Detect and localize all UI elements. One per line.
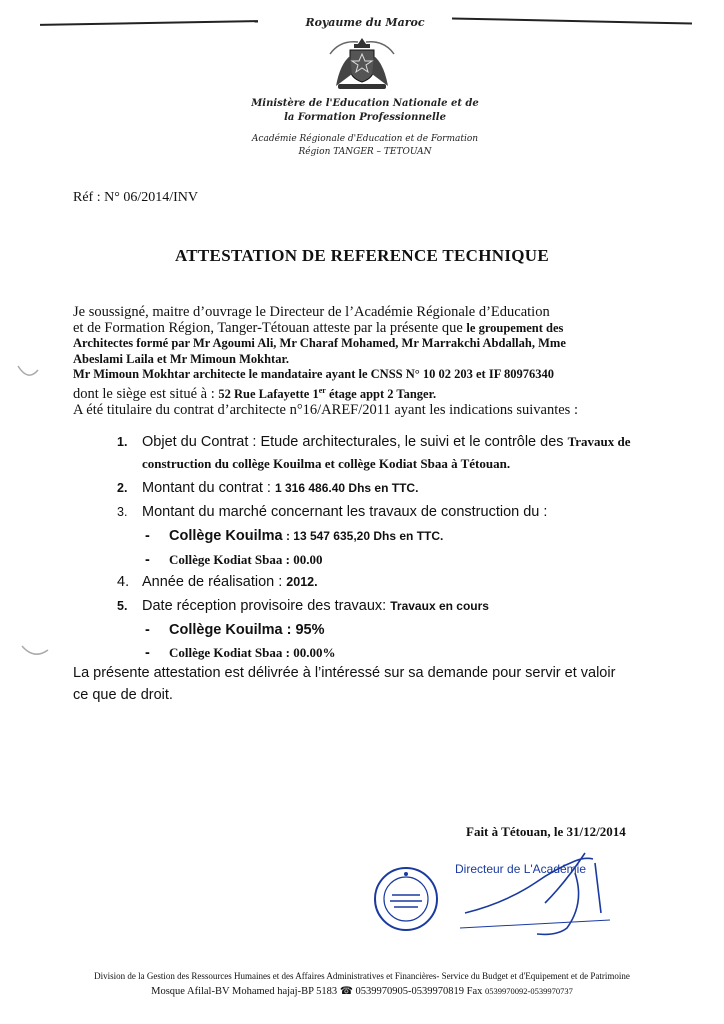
body-line-2-text: et de Formation Région, Tanger-Tétouan atteste par la présente que	[73, 319, 467, 336]
address-intro: dont le siège est situé à :	[73, 386, 219, 403]
body-line-6	[73, 383, 693, 403]
item-1-bold: Travaux de	[567, 434, 631, 449]
kingdom-label: Royaume du Maroc	[305, 16, 425, 29]
item-4-label: Année de réalisation :	[142, 574, 287, 590]
item-1-continued	[142, 456, 510, 472]
item-1-label: Objet du Contrat : Etude architecturales, le suivi et le contrôle des	[142, 434, 568, 450]
item-3-num: 3.	[117, 505, 128, 519]
subitem-kodiat-amount	[145, 552, 322, 568]
footer-address: Mosque Afilal-BV Mohamed hajaj-BP 5183	[151, 986, 340, 997]
punch-mark-upper	[16, 362, 40, 382]
body-line-4	[73, 352, 693, 368]
item-1	[117, 434, 631, 450]
item-2	[117, 480, 418, 496]
subitem-dash: -	[145, 622, 150, 638]
item-1-continued-text: construction du collège Kouilma et collège Kodiat Sbaa à Tétouan.	[142, 456, 511, 471]
attestation-body	[73, 305, 693, 418]
subitem-kodiat-progress-label: Collège Kodiat Sbaa : 00.00%	[169, 645, 336, 660]
address-end: étage appt 2 Tanger.	[325, 387, 437, 402]
subitem-kouilma-label: Collège Kouilma	[169, 528, 283, 544]
footer-phone: 0539970905-0539970819 Fax	[352, 986, 486, 997]
handwritten-signature-icon	[455, 843, 625, 938]
header-rule-right	[452, 17, 692, 24]
address-value	[218, 387, 436, 401]
mandatary-info: Mr Mimoun Mokhtar architecte le mandataire ayant le CNSS N° 10 02 203 et IF 80976340	[73, 367, 554, 382]
academy-name	[220, 133, 510, 159]
ministry-line-1: Ministère de l'Education Nationale et de	[251, 98, 479, 109]
item-3	[117, 504, 547, 520]
coat-of-arms-icon	[328, 34, 396, 94]
item-4	[117, 574, 318, 590]
stamp-title: Directeur de L'Académie	[455, 862, 587, 876]
contract-details	[117, 434, 697, 664]
address-sup: er	[318, 385, 326, 395]
ministry-name	[220, 97, 510, 125]
subitem-kouilma-progress	[145, 622, 325, 638]
item-4-value: 2012.	[286, 575, 318, 589]
body-line-1: Je soussigné, maitre d’ouvrage le Directeur de l’Académie Régionale d’Education	[73, 304, 550, 320]
subitem-dash: -	[145, 528, 150, 544]
group-intro: le groupement des	[466, 320, 564, 335]
footer-division: Division de la Gestion des Ressources Humaines et des Affaires Administratives et Financières- Service du Budget et d'Equipement et de Patrimoine	[94, 971, 630, 981]
subitem-kodiat-label: Collège Kodiat Sbaa : 00.00	[169, 552, 323, 567]
subitem-kouilma-amount	[145, 528, 443, 544]
architects-list: Architectes formé par Mr Agoumi Ali, Mr Charaf Mohamed, Mr Marrakchi Abdallah, Mme	[73, 336, 566, 351]
footer-fax: 0539970092-0539970737	[485, 986, 573, 996]
subitem-dash: -	[145, 552, 150, 568]
subitem-kouilma-value: : 13 547 635,20 Dhs en TTC.	[282, 529, 444, 543]
body-line-2	[73, 321, 693, 337]
subitem-kodiat-progress	[145, 645, 335, 661]
reference-number: Réf : N° 06/2014/INV	[73, 190, 198, 205]
phone-icon: ☎	[339, 986, 353, 997]
item-1-num: 1.	[117, 435, 128, 449]
academy-line-2: Région TANGER – TETOUAN	[298, 147, 432, 157]
ministry-line-2: la Formation Professionnelle	[284, 112, 446, 123]
body-line-5	[73, 367, 693, 383]
item-4-num: 4.	[117, 574, 130, 590]
item-5-label: Date réception provisoire des travaux:	[142, 598, 391, 614]
punch-mark-lower	[20, 640, 50, 660]
closing-statement	[73, 662, 693, 706]
subitem-dash: -	[145, 645, 150, 661]
item-5	[117, 598, 489, 614]
architects-list-end: Abeslami Laila et Mr Mimoun Mokhtar.	[73, 351, 289, 366]
item-2-value: 1 316 486.40 Dhs en TTC.	[275, 481, 419, 495]
header-rule-left	[40, 20, 258, 26]
footer-contact	[0, 985, 724, 997]
academy-line-1: Académie Régionale d'Education et de Formation	[251, 134, 479, 144]
item-5-num: 5.	[117, 599, 128, 613]
body-line-7: A été titulaire du contrat d’architecte n°16/AREF/2011 ayant les indications suivantes :	[73, 401, 578, 418]
address-street: 52 Rue Lafayette 1	[218, 387, 319, 402]
body-line-3	[73, 336, 693, 352]
closing-line-2: ce que de droit.	[73, 687, 173, 703]
item-5-value: Travaux en cours	[390, 599, 489, 613]
closing-line-1: La présente attestation est délivrée à l’intéressé sur sa demande pour servir et valoir	[73, 665, 616, 681]
item-2-num: 2.	[117, 481, 128, 495]
subitem-kouilma-progress-label: Collège Kouilma : 95%	[169, 622, 325, 638]
place-date: Fait à Tétouan, le 31/12/2014	[466, 824, 626, 839]
document-title: ATTESTATION DE REFERENCE TECHNIQUE	[174, 246, 550, 265]
item-3-label: Montant du marché concernant les travaux de construction du :	[142, 504, 548, 520]
official-stamp-icon	[372, 865, 440, 933]
item-2-label: Montant du contrat :	[142, 480, 275, 496]
